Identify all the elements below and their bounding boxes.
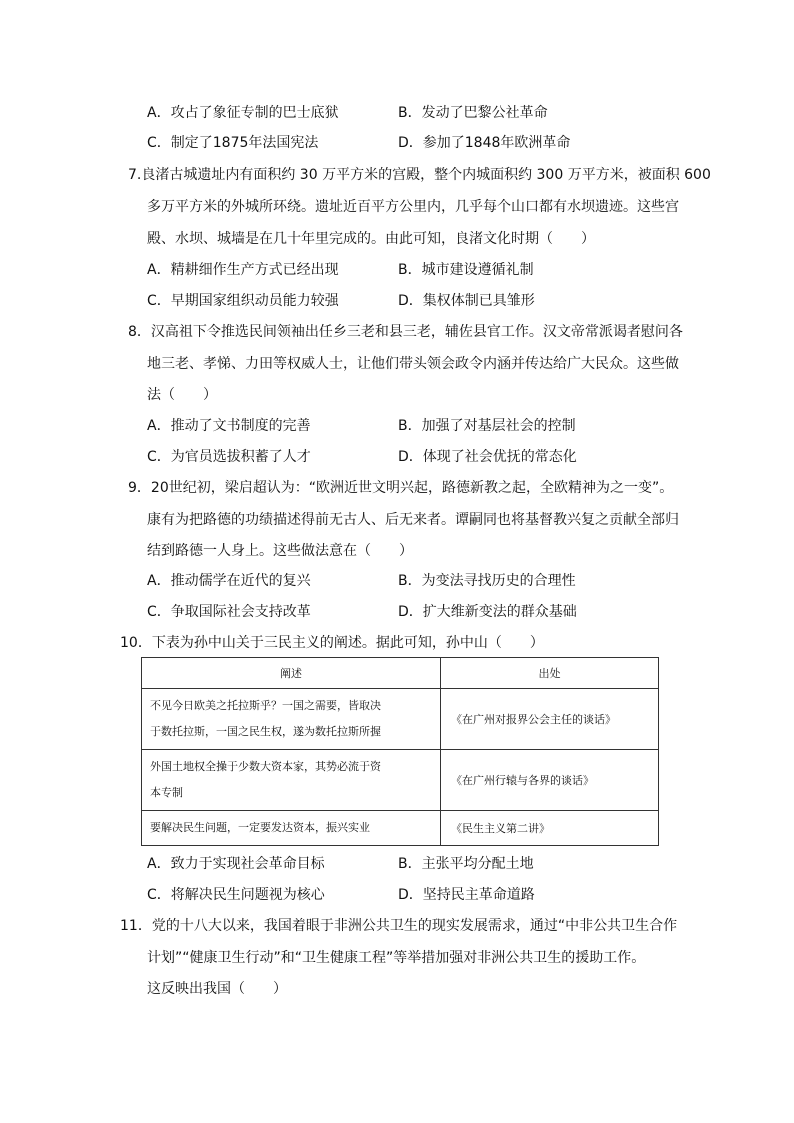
q10-option-b[interactable]: B．主张平均分配土地	[398, 856, 534, 872]
q9-stem-line-1: 9．20世纪初，梁启超认为：“欧洲近世文明兴起，路德新教之起，全欧精神为之一变”。	[128, 480, 674, 496]
q8-option-d[interactable]: D．体现了社会优抚的常态化	[398, 449, 577, 465]
table-cell-source: 《民生主义第二讲》	[441, 811, 659, 846]
q8-stem-line-1: 8．汉高祖下令推选民间领袖出任乡三老和县三老，辅佐县官工作。汉文帝常派谒者慰问各	[128, 324, 683, 340]
q9-stem-line-2: 康有为把路德的功绩描述得前无古人、后无来者。谭嗣同也将基督教兴复之贡献全部归	[147, 512, 679, 528]
q7-option-c[interactable]: C．早期国家组织动员能力较强	[147, 293, 339, 309]
table-row	[142, 750, 659, 811]
q7-option-d[interactable]: D．集权体制已具雏形	[398, 293, 535, 309]
q8-option-b[interactable]: B．加强了对基层社会的控制	[398, 418, 576, 434]
q7-stem-line-3: 殿、水坝、城墙是在几十年里完成的。由此可知，良渚文化时期（ ）	[147, 231, 595, 247]
q8-stem-line-3: 法（ ）	[147, 387, 217, 403]
table-cell-source: 《在广州对报界公会主任的谈话》	[441, 689, 659, 750]
q9-option-a[interactable]: A．推动儒学在近代的复兴	[147, 573, 311, 589]
q9-option-c[interactable]: C．争取国际社会支持改革	[147, 604, 311, 620]
q9-option-d[interactable]: D．扩大维新变法的群众基础	[398, 604, 577, 620]
table-cell-source: 《在广州行辕与各界的谈话》	[441, 750, 659, 811]
q6-option-c[interactable]: C．制定了1875年法国宪法	[147, 135, 319, 151]
cell-line: 于数托拉斯，一国之民生权，遂为数托拉斯所握	[150, 725, 381, 738]
q7-stem-line-1: 7.良渚古城遗址内有面积约 30 万平方米的宫殿，整个内城面积约 300 万平方米，被面积 600	[128, 167, 711, 183]
q7-stem-line-2: 多万平方米的外城所环绕。遗址近百平方公里内，几乎每个山口都有水坝遗迹。这些宫	[147, 199, 679, 215]
q8-option-c[interactable]: C．为官员选拔积蓄了人才	[147, 449, 311, 465]
q7-option-a[interactable]: A．精耕细作生产方式已经出现	[147, 262, 339, 278]
q11-stem-line-2: 计划”“健康卫生行动”和“卫生健康工程”等举措加强对非洲公共卫生的援助工作。	[147, 950, 646, 966]
cell-line: 不见今日欧美之托拉斯乎？一国之需要，皆取决	[150, 699, 381, 712]
q6-option-d[interactable]: D．参加了1848年欧洲革命	[398, 135, 571, 151]
table-row	[142, 689, 659, 750]
table-cell-statement	[142, 750, 441, 811]
q8-stem-line-2: 地三老、孝悌、力田等权威人士，让他们带头领会政令内涵并传达给广大民众。这些做	[147, 356, 679, 372]
table-header-statement: 阐述	[142, 658, 441, 689]
q10-table	[141, 657, 659, 846]
cell-line: 外国土地权全操于少数大资本家，其势必流于资	[150, 760, 381, 773]
table-header-row	[142, 658, 659, 689]
table-row	[142, 811, 659, 846]
q10-option-d[interactable]: D．坚持民主革命道路	[398, 887, 535, 903]
table-cell-statement	[142, 689, 441, 750]
table-header-source: 出处	[441, 658, 659, 689]
q8-option-a[interactable]: A．推动了文书制度的完善	[147, 418, 311, 434]
q9-stem-line-3: 结到路德一人身上。这些做法意在（ ）	[147, 543, 413, 559]
q10-stem-line-1: 10．下表为孙中山关于三民主义的阐述。据此可知，孙中山（ ）	[120, 635, 544, 651]
q10-option-a[interactable]: A．致力于实现社会革命目标	[147, 856, 325, 872]
table-cell-statement	[142, 811, 441, 846]
q11-stem-line-1: 11．党的十八大以来，我国着眼于非洲公共卫生的现实发展需求，通过“中非公共卫生合作	[120, 918, 678, 934]
cell-line: 本专制	[150, 786, 183, 799]
q9-option-b[interactable]: B．为变法寻找历史的合理性	[398, 573, 576, 589]
cell-line: 要解决民生问题，一定要发达资本，振兴实业	[150, 821, 370, 834]
q10-option-c[interactable]: C．将解决民生问题视为核心	[147, 887, 325, 903]
q6-option-a[interactable]: A．攻占了象征专制的巴士底狱	[147, 105, 339, 121]
q11-stem-line-3: 这反映出我国（ ）	[147, 981, 287, 997]
q6-option-b[interactable]: B．发动了巴黎公社革命	[398, 105, 548, 121]
q7-option-b[interactable]: B．城市建设遵循礼制	[398, 262, 534, 278]
